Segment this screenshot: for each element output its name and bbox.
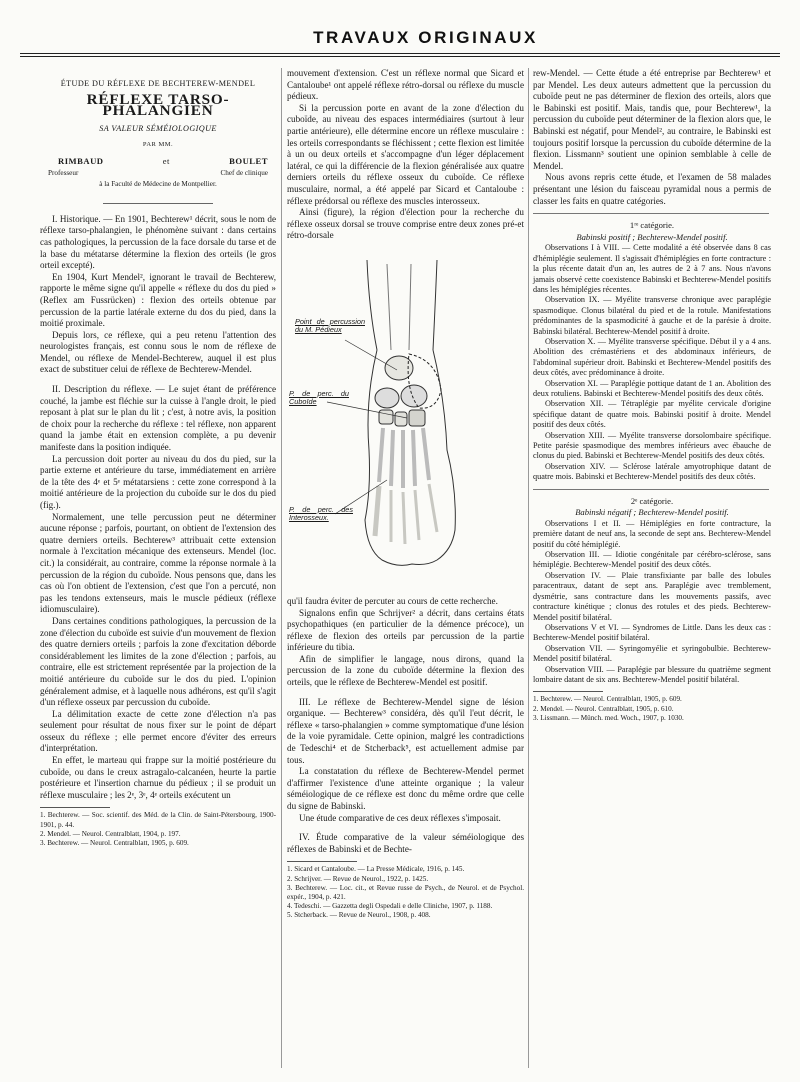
category-heading: 1ʳᵉ catégorie. [629, 220, 675, 231]
observation: Observation X. — Myélite transverse spécifique. Début il y a 4 ans. Abolition des crémastériens et des abdominaux inférieurs, de l'abdominal supérieur droit. Babinski et Bechterew-Mendel positifs des deux côtés, avec prédominance à droite. [533, 336, 771, 378]
footnote: 2. Mendel. — Neurol. Centralblatt, 1904, p. 197. [40, 829, 181, 838]
paragraph: Depuis lors, ce réflexe, qui a peu retenu l'attention des neurologistes français, est connu sous le nom de réflexe de Mendel, ou réflexe de Mendel-Bechterew, auquel il est plus exact de substituer celui de réflexe de Bechterew-Mendel. [40, 329, 276, 375]
paragraph: I. Historique. — En 1901, Bechterew¹ décrit, sous le nom de réflexe tarso-phalangien, le phénomène suivant : dans certains cas pathologiques, la percussion de la face dorsale du tarse et de la base du métatarse détermine la flexion des orteils (le gros orteil excepté). [40, 213, 276, 271]
paragraph: Afin de simplifier le langage, nous dirons, quand la percussion de la zone du cuboïde détermine la flexion des orteils, que le réflexe de Bechterew-Mendel est positif. [287, 653, 524, 688]
observation: Observation VII. — Syringomyélie et syringobulbie. Bechterew-Mendel positif bilatéral. [533, 643, 771, 664]
paragraph: mouvement d'extension. C'est un réflexe normal que Sicard et Cantaloube¹ ont appelé réflexe rétro-dorsal ou réflexe du muscle pédieux. [287, 68, 524, 102]
paragraph: En effet, le marteau qui frappe sur la moitié postérieure du cuboïde, ou dans le creux astragalo-calcanéen, heurte la partie postérieure et l'insertion charnue du pédieux ; il se produit un réflexe musculaire ; les 2ᵉ, 3ᵉ, 4ᵉ orteils exécutent un [40, 755, 276, 800]
footnote: 3. Lissmann. — Münch. med. Woch., 1907, p. 1030. [533, 713, 684, 722]
section-rule [533, 213, 769, 214]
paragraph: La délimitation exacte de cette zone d'élection n'a pas seulement pour résultat de nous fixer sur le point de départ osseux du réflexe ; elle permet encore d'éviter des erreurs d'interprétation. [40, 708, 276, 754]
column-divider [528, 68, 529, 1068]
footnote: 2. Schrijver. — Revue de Neurol., 1922, p. 1425. [287, 874, 429, 883]
footnote-rule [40, 807, 110, 808]
role-1: Professeur [48, 168, 79, 177]
footnote: 1. Sicard et Cantaloube. — La Presse Médicale, 1916, p. 145. [287, 865, 465, 874]
paragraph: Si la percussion porte en avant de la zone d'élection du cuboïde, au niveau des espaces intermédiaires (surtout à leur partie antérieure), elle détermine encore un réflexe musculaire : les orteils correspondants se fléchissent ; cette flexion est limitée à un ou deux orteils et s'accompagne d'un léger déplacement latéral, ce qui la différencie de la flexion généralisée aux quatre derniers orteils du réflexe osseux du cuboïde. Ce réflexe musculaire, normal, a été appelé par Sicard et Cantaloube : réflexe prédorsal ou réflexe des muscles interosseux. [287, 102, 524, 206]
footnote: 1. Bechterew. — Soc. scientif. des Méd. de la Clin. de Saint-Pétersbourg, 1900-1901, p. 44. [40, 811, 276, 829]
paragraph: La constatation du réflexe de Bechterew-Mendel permet d'affirmer l'existence d'une atteinte organique ; la valeur séméiologique de ce réflexe est donc du même ordre que celle du signe de Babinski. [287, 766, 524, 811]
observation: Observation XI. — Paraplégie pottique datant de 1 an. Abolition des deux rotuliens. Babinski et Bechterew-Mendel positifs des deux côtés. [533, 378, 771, 398]
authors [58, 156, 268, 168]
observation: Observation III. — Idiotie congénitale par cérébro-sclérose, sans hémiplégie. Bechterew-Mendel positif des deux côtés. [533, 550, 771, 570]
paragraph: Une étude comparative de ces deux réflexes s'imposait. [299, 812, 501, 823]
paragraph: Signalons enfin que Schrijver² a décrit, dans certains états psychopathiques (en particulier de la démence précoce), un réflexe de flexion des orteils par percussion de la partie inférieure du tibia. [287, 607, 524, 653]
column-1 [40, 68, 276, 848]
observation: Observation IX. — Myélite transverse chronique avec paraplégie spasmodique. Clonus bilatéral du pied et de la rotule. Manifestations prédominantes de la spasmodicité à gauche et de la parésie à droite. Babinski bilatéral. Bechterew-Mendel positif à droite. [533, 295, 771, 336]
observation: Observation XII. — Tétraplégie par myélite cervicale d'origine spécifique datant de quatre mois. Babinski positif à droite. Mendel positif des deux côtés. [533, 399, 771, 430]
foot-skeleton-figure [287, 250, 524, 590]
figure-label-cuboide: P. de perc. du Cuboïde [289, 388, 349, 407]
running-title: TRAVAUX ORIGINAUX [313, 28, 538, 47]
affiliation: à la Faculté de Médecine de Montpellier. [99, 180, 217, 189]
article-par: PAR MM. [142, 141, 174, 149]
figure-label-interosseux: P. de perc. des Interosseux. [289, 504, 353, 523]
paragraph: En 1904, Kurt Mendel², ignorant le travail de Bechterew, rapporte le même signe qu'il appelle « réflexe du dos du pied » (Reflex am Fussrücken) : flexion des orteils obtenue par percussion de la partie latérale externe du dos du pied, dans la moitié proximale. [40, 271, 276, 329]
author-and: et [162, 155, 170, 166]
article-subtitle: SA VALEUR SÉMÉIOLOGIQUE [99, 123, 217, 133]
observation: Observation XIV. — Sclérose latérale amyotrophique datant de quatre mois. Babinski et Bechterew-Mendel positifs des deux côtés. [533, 461, 771, 482]
footnote: 3. Bechterew. — Neurol. Centralblatt, 1905, p. 609. [40, 839, 189, 848]
author-1: RIMBAUD [58, 155, 104, 166]
figure-label-pedieux: Point de percussion du M. Pédieux [295, 316, 365, 335]
observation: Observations I et II. — Hémiplégies en forte contracture, la première datant de neuf ans, la seconde de sept ans. Bechterew-Mendel positif du côté hémiplégié. [533, 518, 771, 549]
footnote-rule [533, 691, 603, 692]
column-3 [533, 68, 771, 723]
column-divider [281, 68, 282, 1068]
category-subheading: Babinski positif ; Bechterew-Mendel positif. [576, 231, 728, 242]
observation: Observation IV. — Plaie transfixiante par balle des lobules paracentraux, datant de sept ans. Paraplégie avec tremblement, dysmétrie, sans contracture dans les mouvements passifs, avec contracture kinétique ; clonus des rotules et des pieds. Bechterew-Mendel positif bilatéral. [533, 570, 771, 622]
role-2: Chef de clinique [220, 168, 268, 177]
author-roles [48, 168, 268, 180]
observation: Observations I à VIII. — Cette modalité a été observée dans 8 cas d'hémiplégie seulement. Il s'agissait d'hémiplégies en forte contracture : la plus récente datait d'un an, les autres de 2 à 7 ans. Nous n'avons jamais observé cette coexistence Babinski et Bechterew-Mendel positifs dans les hémiplégies récentes. [533, 243, 771, 294]
paragraph: Dans certaines conditions pathologiques, la percussion de la zone d'élection du cuboïde est suivie d'un mouvement de flexion des quatre derniers orteils ; parfois la zone d'excitation déborde considérablement les limites de la zone d'élection ; parfois, au contraire, elle est strictement représentée par la projection de la moitié antérieure du cuboïde sur le dos du pied. L'opinion généralement admise, et à laquelle nous adhérons, est qu'il s'agit d'un réflexe osseux par percussion du cuboïde. [40, 615, 276, 708]
observation: Observation VIII. — Paraplégie par blessure du quatrième segment lombaire datant de six ans. Bechterew-Mendel positif bilatéral. [533, 664, 771, 684]
footnote-rule [287, 861, 357, 862]
section-rule [533, 489, 769, 490]
article-kicker: ÉTUDE DU RÉFLEXE DE BECHTEREW-MENDEL [60, 79, 256, 88]
title-rule [103, 203, 213, 204]
paragraph: La percussion doit porter au niveau du dos du pied, sur la partie externe et antérieure du tarse, immédiatement en arrière de la tête des 4ᵉ et 5ᵉ métatarsiens : cette zone correspond à la moitié antérieure de la projection du cuboïde sur le dos du pied (fig.). [40, 453, 276, 510]
footnote: 4. Tedeschi. — Gazzetta degli Ospedali e delle Cliniche, 1907, p. 1188. [287, 902, 493, 911]
footnote: 5. Stcherback. — Revue de Neurol., 1908, p. 408. [287, 911, 431, 920]
column-2 [287, 68, 524, 921]
footnote: 2. Mendel. — Neurol. Centralblatt, 1905, p. 610. [533, 704, 674, 713]
header-rule [20, 53, 780, 57]
foot-illustration [287, 250, 524, 590]
footnote: 1. Bechterew. — Neurol. Centralblatt, 1905, p. 609. [533, 695, 682, 704]
section-heading-paragraph: IV. Étude comparative de la valeur séméiologique des réflexes de Babinski et de Bechte- [287, 832, 524, 854]
category-heading: 2ᵉ catégorie. [630, 495, 674, 506]
footnote: 3. Bechterew. — Loc. cit., et Revue russe de Psych., de Neurol. et de Psychol. expér., 1904, p. 421. [287, 883, 524, 901]
section-heading-paragraph: II. Description du réflexe. — Le sujet étant de préférence couché, la jambe est fléchie sur la cuisse à l'angle droit, le pied reposant à plat sur le plan du lit ; c'est, à notre avis, la position de choix pour la recherche du réflexe : tel réflexe, non apparent quand la jambe était en extension complète, a pu devenir manifeste dans la position indiquée. [40, 384, 276, 453]
paragraph: Normalement, une telle percussion peut ne déterminer aucune réponse ; parfois, pourtant, on obtient de l'extension des quatre derniers orteils. Bechterew³ attribuait cette extension normale à l'excitation mécanique des extenseurs. Mendel (loc. cit.) la considérait, au contraire, comme la réponse normale à la percussion de la région du cuboïde. Nous pensons que, dans les cas où l'on obtient de l'extension, c'est que l'on a percuté, non pas les tendons extenseurs, mais le muscle pédieux (réflexe idiomusculaire). [40, 511, 276, 615]
observation: Observation XIII. — Myélite transverse dorsolombaire spécifique. Petite parésie spasmodique des membres inférieurs avec ébauche de clonus du pied. Babinski et Bechterew-Mendel positifs des deux côtés. [533, 430, 771, 461]
paragraph: Nous avons repris cette étude, et l'examen de 58 malades présentant une lésion du faisceau pyramidal nous a permis de classer les faits en quatre catégories. [533, 172, 771, 206]
paragraph: qu'il faudra éviter de percuter au cours de cette recherche. [287, 595, 498, 606]
section-heading-paragraph: III. Le réflexe de Bechterew-Mendel signe de lésion organique. — Bechterew³ considéra, dès qu'il l'eut décrit, le réflexe « tarso-phalangien » comme symptomatique d'une lésion de la voie pyramidale. Cette opinion, malgré les contradictions de Tedeschi⁴ et de Stcherback⁵, est actuellement admise par tous. [287, 696, 524, 765]
observation: Observations V et VI. — Syndromes de Little. Dans les deux cas : Bechterew-Mendel positif bilatéral. [533, 622, 771, 643]
paragraph: rew-Mendel. — Cette étude a été entreprise par Bechterew¹ et par Mendel. Les deux auteurs admettent que la percussion du cuboïde peut ne pas déterminer de flexion des orteils, alors que le Babinski est positif. Mais, tandis que, pour Bechterew¹, la percussion du cuboïde peut déterminer de la flexion alors que, le Babinski est négatif, pour Mendel², au contraire, le Babinski est toujours positif lorsque la percussion du cuboïde détermine de la flexion. Lissmann³ soutient une opinion semblable à celle de Mendel. [533, 68, 771, 171]
category-subheading: Babinski négatif ; Bechterew-Mendel positif. [575, 507, 729, 518]
author-2: BOULET [229, 155, 268, 166]
article-title: RÉFLEXE TARSO-PHALANGIEN [86, 90, 230, 120]
paragraph: Ainsi (figure), la région d'élection pour la recherche du réflexe osseux dorsal se trouve comprise entre deux zones pré-et rétro-dorsale [287, 207, 524, 241]
